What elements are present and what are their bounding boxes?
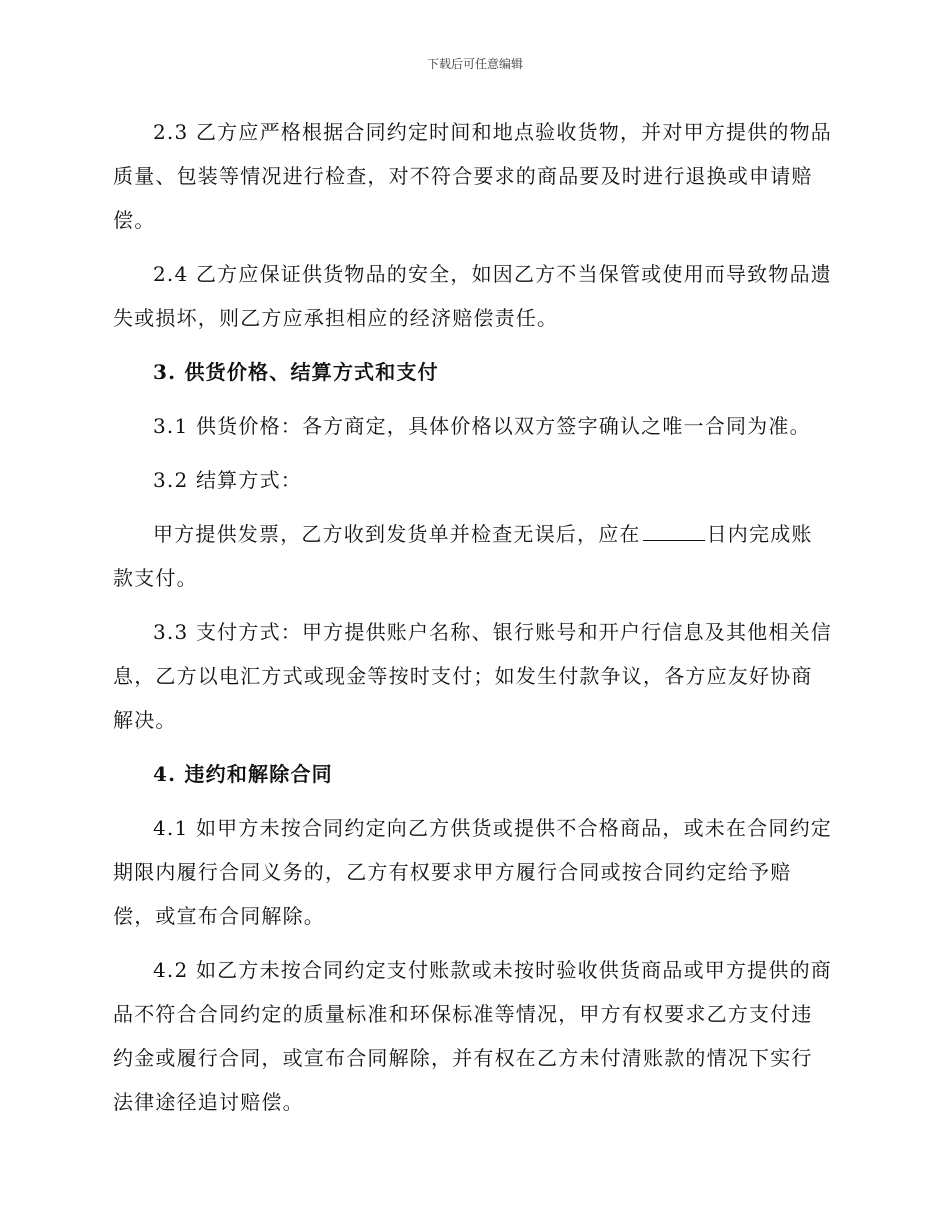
section-heading-3: 3. 供货价格、结算方式和支付: [153, 360, 439, 384]
paragraph-4-1: [113, 806, 840, 938]
paragraph-line: 4.2 如乙方未按合同约定支付账款或未按时验收供货商品或甲方提供的商: [153, 958, 832, 982]
paragraph-line: 失或损坏，则乙方应承担相应的经济赔偿责任。: [113, 306, 559, 330]
paragraph-line: 期限内履行合同义务的，乙方有权要求甲方履行合同或按合同约定给予赔: [113, 860, 792, 884]
page-header: 下载后可任意编辑: [426, 57, 523, 71]
paragraph-4-2: [113, 948, 840, 1124]
paragraph-line: [113, 512, 840, 556]
paragraph-line: 偿。: [113, 208, 156, 232]
paragraph-line: 解决。: [113, 708, 177, 732]
paragraph-line: 质量、包装等情况进行检查，对不符合要求的商品要及时进行退换或申请赔: [113, 164, 813, 188]
paragraph-line: 息，乙方以电汇方式或现金等按时支付；如发生付款争议，各方应友好协商: [113, 664, 813, 688]
text-before-blank: 甲方提供发票，乙方收到发货单并检查无误后，应在: [153, 522, 641, 546]
paragraph-line: 偿，或宣布合同解除。: [113, 904, 325, 928]
paragraph-line: 品不符合合同约定的质量标准和环保标准等情况，甲方有权要求乙方支付违: [113, 1002, 813, 1026]
section-heading-4: 4. 违约和解除合同: [153, 762, 333, 786]
paragraph-line: 约金或履行合同，或宣布合同解除，并有权在乙方未付清账款的情况下实行: [113, 1046, 813, 1070]
document-body: [113, 110, 840, 1134]
paragraph-2-4: [113, 252, 840, 340]
paragraph-2-3: [113, 110, 840, 242]
paragraph-line: 3.3 支付方式：甲方提供账户名称、银行账号和开户行信息及其他相关信: [153, 620, 832, 644]
paragraph-line: 2.4 乙方应保证供货物品的安全，如因乙方不当保管或使用而导致物品遗: [153, 262, 832, 286]
paragraph-3-1: 3.1 供货价格：各方商定，具体价格以双方签字确认之唯一合同为准。: [153, 414, 811, 438]
text-after-blank: 日内完成账: [706, 522, 813, 546]
paragraph-line: 法律途径追讨赔偿。: [113, 1090, 304, 1114]
paragraph-line: 2.3 乙方应严格根据合同约定时间和地点验收货物，并对甲方提供的物品: [153, 120, 832, 144]
fill-in-blank: [643, 520, 705, 541]
paragraph-3-3: [113, 610, 840, 742]
paragraph-3-2: 3.2 结算方式：: [153, 468, 302, 492]
paragraph-3-2-detail: [113, 512, 840, 600]
paragraph-line: 4.1 如甲方未按合同约定向乙方供货或提供不合格商品，或未在合同约定: [153, 816, 832, 840]
paragraph-line: 款支付。: [113, 566, 198, 590]
